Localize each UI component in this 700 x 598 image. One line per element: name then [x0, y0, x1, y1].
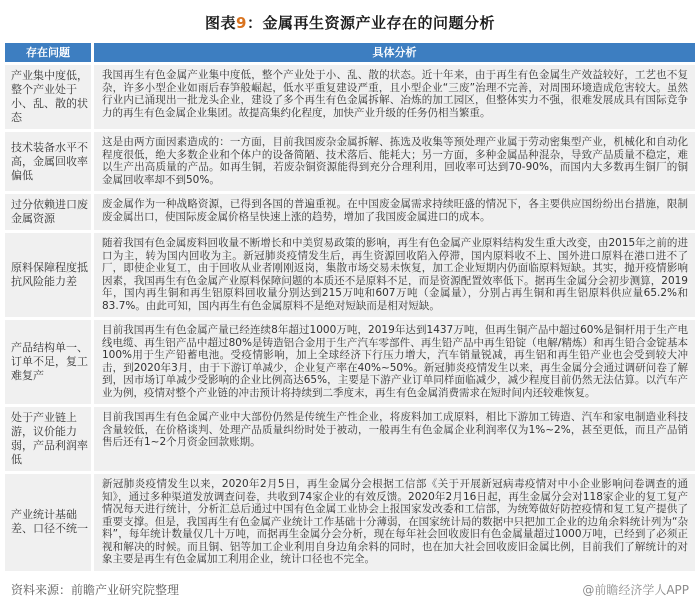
table-row	[5, 474, 695, 571]
problem-cell: 产业集中度低，整个产业处于小、乱、散的状态	[5, 65, 91, 129]
title-rest: ：金属再生资源产业存在的问题分析	[246, 14, 495, 32]
title-number: 9	[236, 14, 247, 32]
analysis-cell: 我国再生有色金属产业集中度低，整个产业处于小、乱、散的状态。近十年来，由于再生有色金属生产效益较好，工艺也不复杂，许多小型企业如雨后春笋般崛起，低水平重复建设严重，且小型企业“三废”治理不完善，对周围环境造成危害较大。虽然行业内已涌现出一批龙头企业，建设了多个再生有色金属拆解、冶炼的加工园区，但整体实力不强，很难发展成具有国际竞争力的再生有色金属企业集团。故提高集约化程度，加快产业升级的任务仍相当繁重。	[94, 65, 695, 129]
header-problem: 存在问题	[5, 43, 91, 62]
problem-cell: 过分依赖进口废金属资源	[5, 194, 91, 230]
title-prefix: 图表	[205, 14, 237, 32]
table-row	[5, 233, 695, 317]
page-title	[5, 8, 695, 43]
table-row	[5, 65, 695, 129]
analysis-cell: 新冠肺炎疫情发生以来，2020年2月5日，再生金属分会根据工信部《关于开展新冠病毒疫情对中小企业影响问卷调查的通知》，通过多种渠道发放调查问卷，共收到74家企业的有效反馈。2020年2月16日起，再生金属分会对118家企业的复工复产情况每天进行统计，分析汇总后通过中国有色金属工业协会上报国家发改委和工信部，为统筹做好防控疫情和复工复产提供了重要支撑。但是，我国再生有色金属产业统计工作基础十分薄弱，在国家统计局的数据中只把加工企业的边角余料统计列为“杂料”，每年统计数量仅几十万吨，而据再生金属分会分析，现在每年社会回收废旧有色金属量超过1000万吨，已经到了必须正视和解决的时候。而且铜、铝等加工企业利用自身边角余料的同时，也在加大社会回收废旧金属比例，目前我们了解统计的对象主要是再生有色金属加工利用企业，统计口径也不完全。	[94, 474, 695, 571]
table-row	[5, 407, 695, 471]
data-source-label: 资料来源：前瞻产业研究院整理	[11, 582, 180, 597]
table-row	[5, 320, 695, 404]
analysis-cell: 随着我国有色金属废料回收量不断增长和中美贸易政策的影响，再生有色金属产业原料结构发生重大改变，由2015年之前的进口为主，转为国内回收为主。新冠肺炎疫情发生后，再生资源回收陷入停滞，国内原料收不上、国外进口原料在港口进不了厂，即使企业复工，由于回收从业者刚刚返岗，集散市场交易未恢复，加工企业短期内仍面临原料短缺。其实，抛开疫情影响因素，我国再生有色金属产业原料保障问题的本质还不是原料不足，而是资源配置效率低下。据再生金属分会初步测算，2019年，国内再生铜和再生铝原料回收量分别达到215万吨和607万吨（金属量），分别占再生铜和再生铝原料供应量65.2%和83.7%。由此可知，国内再生有色金属原料不是绝对短缺而是相对短缺。	[94, 233, 695, 317]
analysis-cell: 目前我国再生有色金属产量已经连续8年超过1000万吨，2019年达到1437万吨，但再生铜产品中超过60%是铜杆用于生产电线电缆、再生铝产品中超过80%是铸造铝合金用于生产汽车零部件、再生铅产品中再生铅锭（电解/精炼）和再生铅合金锭基本100%用于生产铅蓄电池。受疫情影响，加上全球经济下行压力增大，汽车销量锐减，再生铝和再生铅产业也会受到较大冲击，到2020年3月，由于下游订单减少，企业复产率在40%~50%。新冠肺炎疫情发生以来，再生金属分会通过调研问卷了解到，因市场订单减少受影响的企业比例高达65%，主要是下游产业订单同样面临减少，减少程度目前仍然无法估算。以汽车产业为例，疫情对整个产业链的冲击预计将持续到二季度末，再生有色金属消费需求在短时间内还较难恢复。	[94, 320, 695, 404]
table-row	[5, 132, 695, 191]
problem-cell: 产品结构单一、订单不足，复工难复产	[5, 320, 91, 404]
problem-cell: 原料保障程度抵抗风险能力差	[5, 233, 91, 317]
app-credit-label: @前瞻经济学人APP	[582, 582, 689, 597]
footer	[5, 574, 695, 598]
problems-table	[5, 43, 695, 571]
analysis-cell: 废金属作为一种战略资源，已得到各国的普遍重视。在中国废金属需求持续旺盛的情况下，各主要供应国纷纷出台措施，限制废金属出口，使国际废金属价格呈快速上涨的趋势，增加了我国废金属进口的成本。	[94, 194, 695, 230]
table-header-row	[5, 43, 695, 62]
problem-cell: 技术装备水平不高，金属回收率偏低	[5, 132, 91, 191]
problem-cell: 产业统计基础差、口径不统一	[5, 474, 91, 571]
table-row	[5, 194, 695, 230]
analysis-cell: 目前我国再生有色金属产业中大部份仍然是传统生产性企业，将废料加工成原料，相比下游加工铸造、汽车和家电制造业科技含量较低，在价格谈判、处理产品质量纠纷时处于被动，一般再生有色金属企业利润率仅为1%~2%，甚至更低，而且产品销售后还有1~2个月资金回款账期。	[94, 407, 695, 471]
header-analysis: 具体分析	[94, 43, 695, 62]
analysis-cell: 这是由两方面因素造成的：一方面，目前我国废杂金属拆解、拣选及收集等预处理产业属于劳动密集型产业，机械化和自动化程度很低，绝大多数企业和个体户的设备简陋、技术落后、能耗大；另一方面，多种金属品种混杂，导致产品质量不稳定，难以生产出高质量的产品。如再生铜，若废杂铜资源能得到充分合理利用，回收率可达到70-90%，而国内大多数再生铜厂的铜金属回收率却不到50%。	[94, 132, 695, 191]
problem-cell: 处于产业链上游，议价能力弱，产品利润率低	[5, 407, 91, 471]
